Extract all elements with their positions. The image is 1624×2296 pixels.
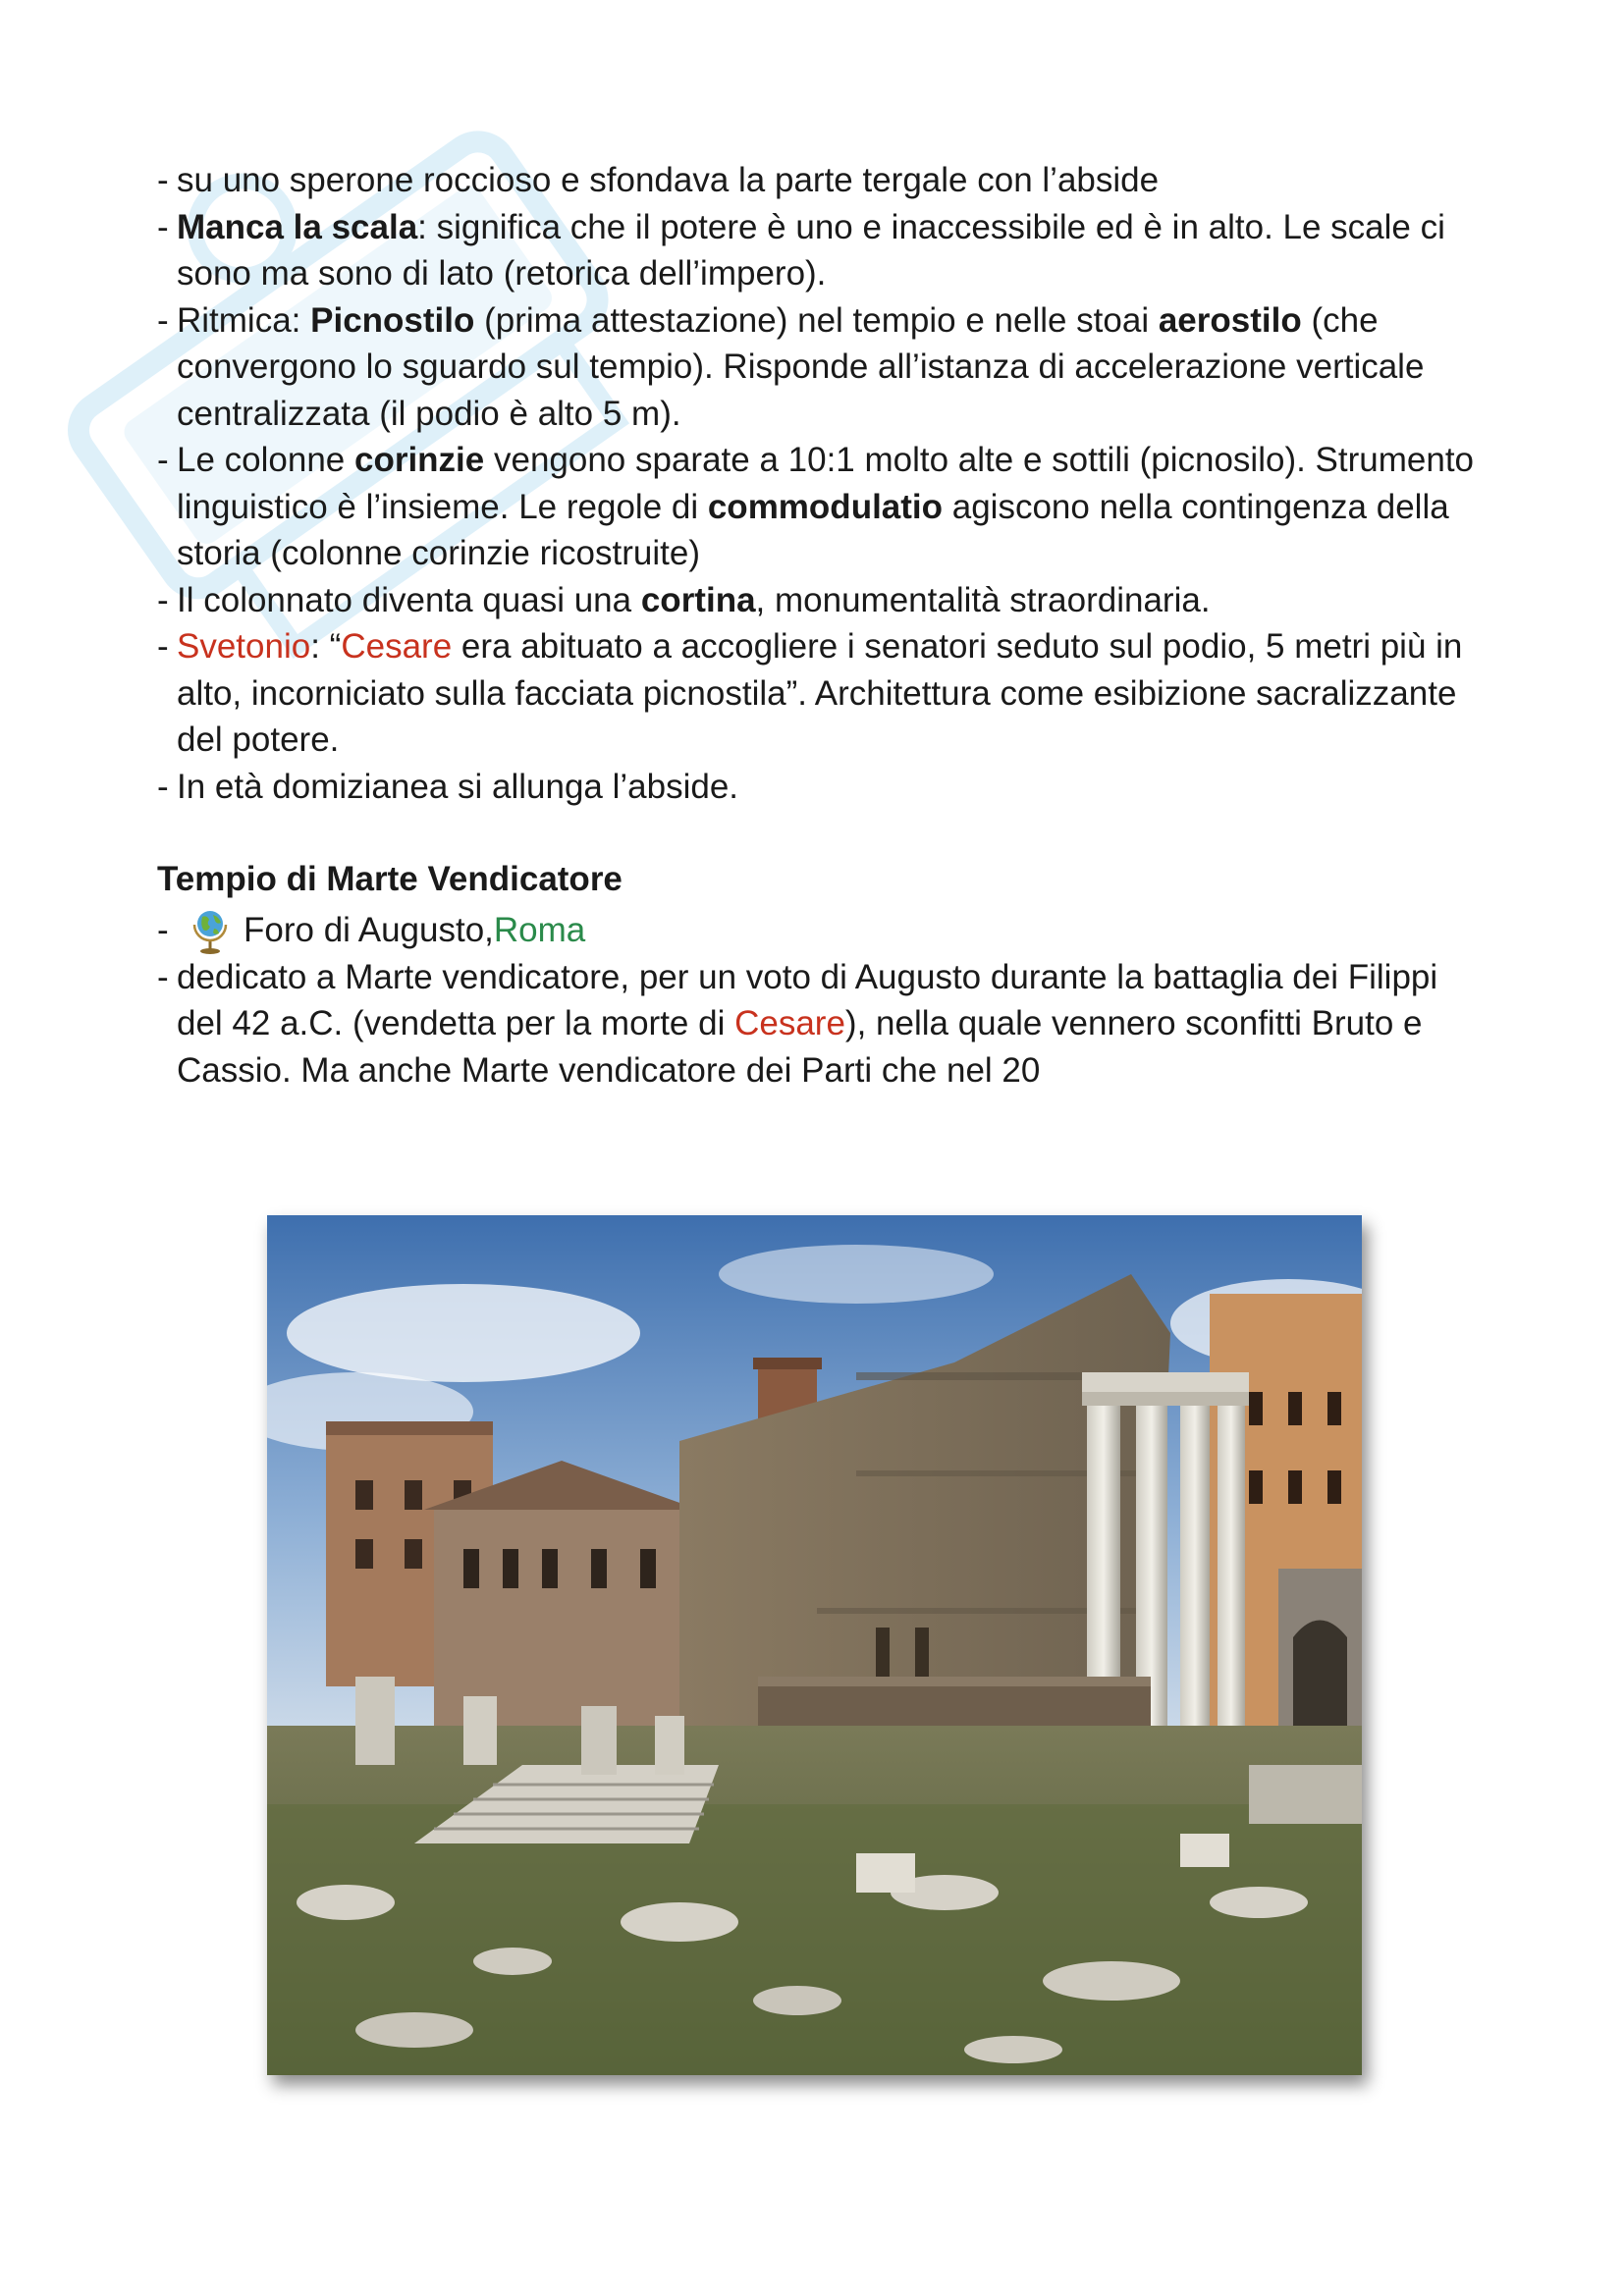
section-title: Tempio di Marte Vendicatore xyxy=(157,860,623,898)
text-segment: Ritmica: xyxy=(177,300,311,340)
bullet-text xyxy=(177,437,1492,577)
text-segment: ), nella quale vennero sconfitti Bruto e Cassio. Ma anche Marte vendicatore dei Parti che nel 20 xyxy=(177,1004,1423,1090)
bullet-text xyxy=(177,623,1492,764)
bold-term: corinzie xyxy=(353,441,485,479)
bullet-dash: - xyxy=(157,300,169,340)
text-segment: : “ xyxy=(310,627,342,666)
bold-term: cortina xyxy=(640,580,756,619)
bullet-text xyxy=(177,204,1492,297)
text-segment: , monumentalità straordinaria. xyxy=(755,580,1211,619)
bullet-text xyxy=(177,297,1492,438)
text-segment: dedicato a Marte vendicatore, per un voto di Augusto durante la battaglia dei Filippi del 42 a.C. (vendetta per la morte di xyxy=(177,957,1438,1042)
text-segment: agiscono nella contingenza della storia (colonne corinzie ricostruite) xyxy=(177,487,1449,572)
location-city: Roma xyxy=(493,910,586,949)
bullet-text xyxy=(177,954,1492,1095)
text-segment: (che convergono lo sguardo sul tempio). Risponde all’istanza di accelerazione verticale centralizzata (il podio è alto 5 m). xyxy=(177,300,1425,433)
bullet-dash: - xyxy=(157,161,169,199)
person-name: Cesare xyxy=(341,627,453,666)
bullet-dash: - xyxy=(157,627,169,666)
bullet-item xyxy=(157,577,1492,624)
bullet-dash: - xyxy=(157,441,169,479)
bullet-list-top xyxy=(157,157,1492,810)
bullet-dash: - xyxy=(157,910,169,949)
bullet-list-bottom xyxy=(157,954,1492,1095)
temple-photo xyxy=(267,1215,1362,2075)
person-name: Cesare xyxy=(734,1004,845,1042)
bullet-text xyxy=(177,157,1492,204)
location-prefix: Foro di Augusto, xyxy=(244,910,494,949)
bullet-dash: - xyxy=(157,767,169,806)
bullet-item xyxy=(157,764,1492,811)
text-segment: In età domizianea si allunga l’abside. xyxy=(177,767,739,806)
text-segment: su uno sperone roccioso e sfondava la parte tergale con l’abside xyxy=(177,161,1160,199)
bold-term: commodulatio xyxy=(707,487,944,526)
bold-term: aerostilo xyxy=(1158,300,1302,340)
text-segment: : significa che il potere è uno e inaccessibile ed è in alto. Le scale ci sono ma sono di lato (retorica dell’impero). xyxy=(177,207,1445,293)
text-segment: vengono sparate a 10:1 molto alte e sottili (picnosilo). Strumento linguistico è l’insieme. Le regole di xyxy=(177,441,1475,526)
bullet-item xyxy=(157,437,1492,577)
bold-term: Manca la scala xyxy=(177,207,418,246)
bold-term: Picnostilo xyxy=(310,300,475,340)
bullet-text xyxy=(177,577,1492,624)
person-name: Svetonio xyxy=(177,627,311,666)
location-bullet xyxy=(157,907,1492,954)
bullet-dash: - xyxy=(157,957,169,996)
globe-icon xyxy=(189,907,232,954)
bullet-item xyxy=(157,297,1492,438)
bullet-item xyxy=(157,954,1492,1095)
text-segment: (prima attestazione) nel tempio e nelle stoai xyxy=(474,300,1159,340)
bullet-item xyxy=(157,623,1492,764)
main-text xyxy=(157,157,1492,1094)
text-segment: Le colonne xyxy=(177,441,354,479)
bullet-item xyxy=(157,204,1492,297)
bullet-item xyxy=(157,157,1492,204)
bullet-dash: - xyxy=(157,580,169,619)
text-segment: Il colonnato diventa quasi una xyxy=(177,580,641,619)
bullet-dash: - xyxy=(157,207,169,246)
bullet-text xyxy=(177,764,1492,811)
text-segment: era abituato a accogliere i senatori seduto sul podio, 5 metri più in alto, incorniciato sulla facciata picnostila”. Architettura come esibizione sacralizzante del potere. xyxy=(177,627,1463,759)
temple-photo-image xyxy=(267,1215,1362,2075)
